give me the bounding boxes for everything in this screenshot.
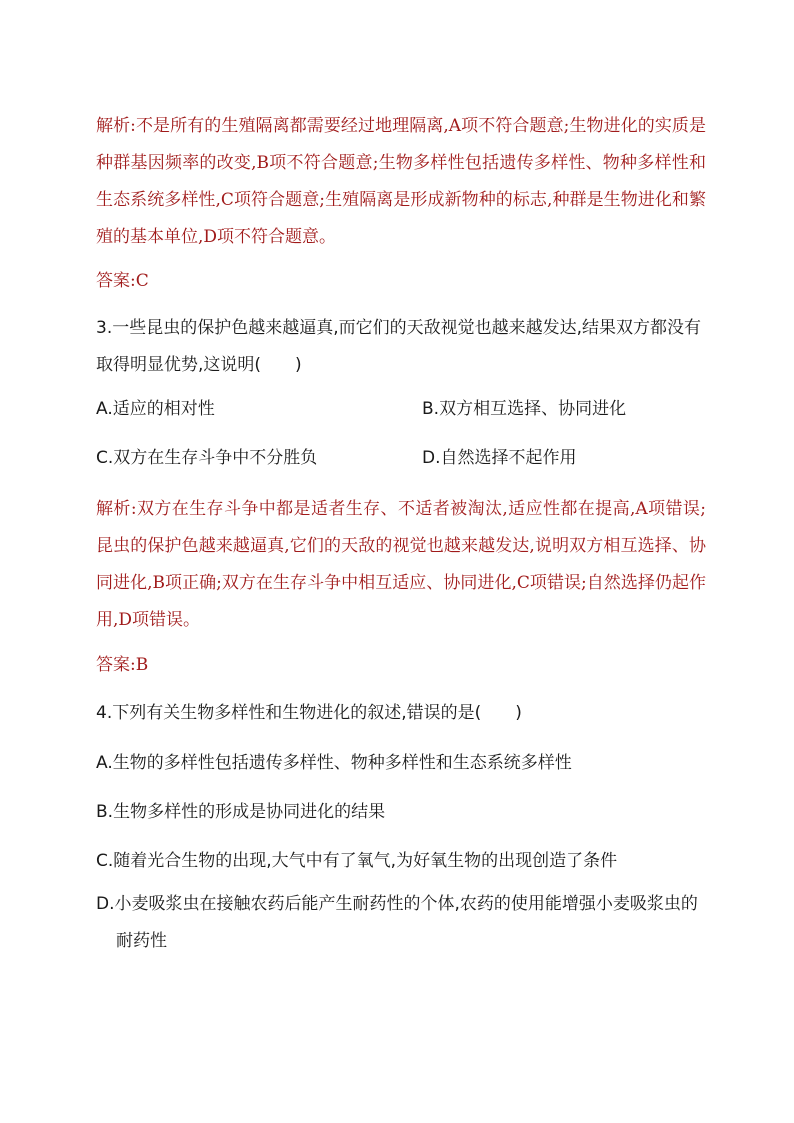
document-page	[96, 108, 706, 960]
answer-label: 答案	[96, 655, 130, 675]
option-q4-d: D.小麦吸浆虫在接触农药后能产生耐药性的个体,农药的使用能增强小麦吸浆虫的耐药性	[96, 894, 698, 951]
analysis-text: :双方在生存斗争中都是适者生存、不适者被淘汰,适应性都在提高,A项错误;昆虫的保护色越来越逼真,它们的天敌的视觉也越来越发达,说明双方相互选择、协同进化,B项正确;双方在生存斗争中相互适应、协同进化,C项错误;自然选择仍起作用,D项错误。	[96, 499, 707, 630]
question-stem-q4: 4.下列有关生物多样性和生物进化的叙述,错误的是( )	[96, 703, 522, 723]
analysis-paragraph-q3	[96, 491, 706, 639]
option-q3-a: A.适应的相对性	[96, 399, 215, 419]
answer-value: :B	[130, 655, 149, 675]
option-q4-b: B.生物多样性的形成是协同进化的结果	[96, 802, 386, 822]
answer-label: 答案	[96, 271, 130, 291]
analysis-label: 解析	[96, 116, 131, 136]
analysis-paragraph-q2	[96, 108, 706, 256]
answer-line-q2	[96, 269, 706, 293]
option-q3-c: C.双方在生存斗争中不分胜负	[96, 448, 318, 468]
option-q3-d: D.自然选择不起作用	[422, 448, 577, 468]
answer-line-q3	[96, 653, 706, 677]
option-q4-a: A.生物的多样性包括遗传多样性、物种多样性和生态系统多样性	[96, 753, 572, 773]
question-stem-q3: 3.一些昆虫的保护色越来越逼真,而它们的天敌视觉也越来越发达,结果双方都没有取得明显优势,这说明( )	[96, 318, 702, 375]
answer-value: :C	[130, 271, 149, 291]
analysis-text: :不是所有的生殖隔离都需要经过地理隔离,A项不符合题意;生物进化的实质是种群基因频率的改变,B项不符合题意;生物多样性包括遗传多样性、物种多样性和生态系统多样性,C项符合题意;生殖隔离是形成新物种的标志,种群是生物进化和繁殖的基本单位,D项不符合题意。	[96, 116, 707, 247]
option-q4-c: C.随着光合生物的出现,大气中有了氧气,为好氧生物的出现创造了条件	[96, 851, 618, 871]
options-q3	[96, 397, 706, 470]
analysis-label: 解析	[96, 499, 131, 519]
option-q3-b: B.双方相互选择、协同进化	[422, 399, 627, 419]
